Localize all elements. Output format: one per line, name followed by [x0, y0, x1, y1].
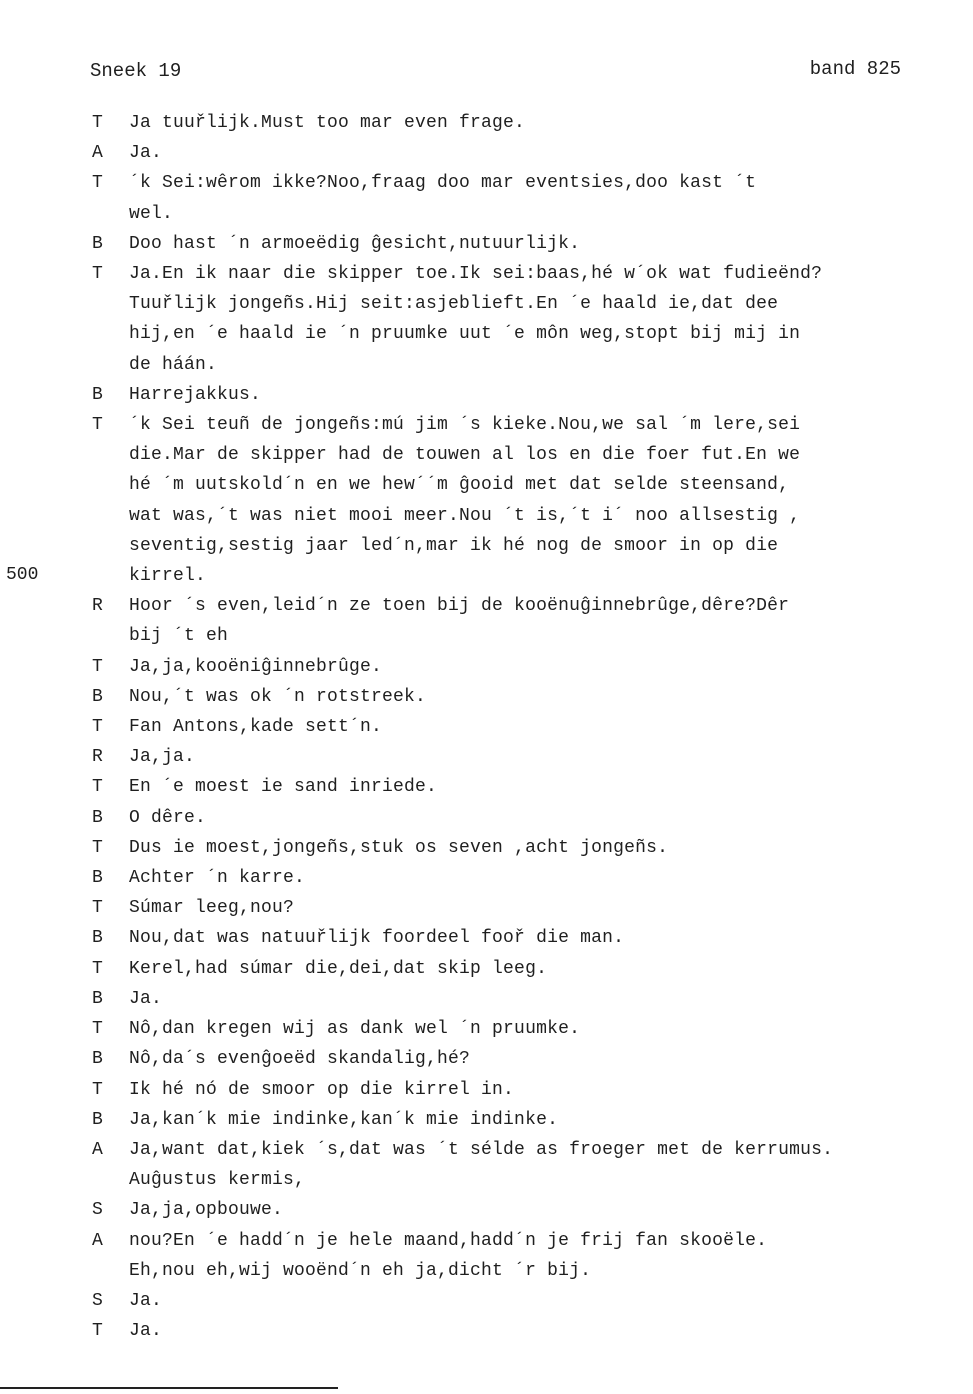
utterance-line: Tuuřlijk jongeñs.Hij seit:asjeblieft.En ´e haald ie,dat dee: [129, 294, 779, 315]
utterance: [129, 833, 932, 863]
utterance-line: de háán.: [129, 354, 218, 375]
transcript-turn: [92, 1014, 932, 1044]
utterance-line: Fan Antons,kade sett´n.: [129, 717, 383, 738]
speaker-label: T: [92, 717, 103, 738]
transcript-turn: [92, 138, 932, 168]
utterance-line: die.Mar de skipper had de touwen al los en die foer fut.En we: [129, 445, 801, 466]
speaker-label: T: [92, 1079, 103, 1100]
utterance-line: Ja,ja,opbouwe.: [129, 1200, 284, 1221]
speaker-label: B: [92, 686, 103, 707]
speaker-label: T: [92, 1321, 103, 1342]
transcript-turn: [92, 1286, 932, 1316]
speaker-label: A: [92, 1139, 103, 1160]
speaker-label: B: [92, 233, 103, 254]
utterance-line: Nou,´t was ok ´n rotstreek.: [129, 686, 427, 707]
utterance-line: nou?En ´e hadd´n je hele maand,hadd´n je frij fan skooële.: [129, 1230, 768, 1251]
utterance-line: Nô,dan kregen wij as dank wel ´n pruumke.: [129, 1019, 581, 1040]
utterance-line: Achter ´n karre.: [129, 868, 306, 889]
utterance: [129, 712, 932, 742]
utterance-line: Ja,kan´k mie indinke,kan´k mie indinke.: [129, 1109, 559, 1130]
transcript-turn: [92, 682, 932, 712]
transcript-turn: [92, 772, 932, 802]
speaker-label: T: [92, 1019, 103, 1040]
utterance-line: Dus ie moest,jongeñs,stuk os seven ,acht jongeñs.: [129, 837, 669, 858]
utterance: [129, 259, 932, 380]
utterance: [129, 923, 932, 953]
utterance: [129, 168, 932, 228]
transcript-turn: [92, 923, 932, 953]
header-location: Sneek 19: [90, 60, 182, 82]
transcript-turn: [92, 742, 932, 772]
transcript-turn: [92, 410, 932, 591]
utterance-line: ´k Sei:wêrom ikke?Noo,fraag doo mar eventsies,doo kast ´t: [129, 173, 757, 194]
utterance-line: Harrejakkus.: [129, 384, 262, 405]
speaker-label: B: [92, 384, 103, 405]
utterance-line: ´k Sei teuñ de jongeñs:mú jim ´s kieke.Nou,we sal ´m lere,sei: [129, 415, 801, 436]
transcript-turn: [92, 1195, 932, 1225]
transcript-turn: [92, 1105, 932, 1135]
utterance-line: Súmar leeg,nou?: [129, 898, 295, 919]
utterance: [129, 1014, 932, 1044]
utterance: [129, 1286, 932, 1316]
utterance-line: Nô,da´s evenĝoeëd skandalig,hé?: [129, 1049, 471, 1070]
transcript-turn: [92, 168, 932, 228]
speaker-label: B: [92, 928, 103, 949]
utterance-line: Doo hast ´n armoeëdig ĝesicht,nutuurlijk.: [129, 233, 581, 254]
utterance: [129, 138, 932, 168]
speaker-label: T: [92, 837, 103, 858]
speaker-label: B: [92, 1049, 103, 1070]
transcript-turn: [92, 803, 932, 833]
speaker-label: B: [92, 1109, 103, 1130]
transcript-turn: [92, 259, 932, 380]
speaker-label: A: [92, 1230, 103, 1251]
utterance: [129, 229, 932, 259]
utterance-line: Eh,nou eh,wij wooënd´n eh ja,dicht ´r bij.: [129, 1260, 592, 1281]
speaker-label: T: [92, 264, 103, 285]
speaker-label: A: [92, 143, 103, 164]
utterance: [129, 410, 932, 591]
speaker-label: B: [92, 868, 103, 889]
transcript-turn: [92, 1226, 932, 1286]
utterance: [129, 984, 932, 1014]
speaker-label: B: [92, 988, 103, 1009]
transcript-turn: [92, 380, 932, 410]
utterance-line: Hoor ´s even,leid´n ze toen bij de kooënuĝinnebrûge,dêre?Dêr: [129, 596, 790, 617]
utterance-line: Ja,ja,kooëniĝinnebrûge.: [129, 656, 383, 677]
transcript-turn: [92, 954, 932, 984]
speaker-label: T: [92, 113, 103, 133]
utterance: [129, 380, 932, 410]
speaker-label: T: [92, 898, 103, 919]
utterance-line: kirrel.: [129, 566, 207, 587]
utterance-line: Ik hé nó de smoor op die kirrel in.: [129, 1079, 515, 1100]
speaker-label: R: [92, 747, 103, 768]
speaker-label: T: [92, 415, 103, 436]
transcript: [92, 108, 932, 1346]
utterance: [129, 1075, 932, 1105]
transcript-turn: [92, 712, 932, 742]
utterance: [129, 108, 932, 138]
utterance-line: Auĝustus kermis,: [129, 1170, 306, 1191]
utterance: [129, 954, 932, 984]
utterance: [129, 742, 932, 772]
transcript-turn: [92, 591, 932, 651]
footer-rule: [0, 1387, 338, 1389]
utterance-line: O dêre.: [129, 807, 207, 828]
utterance-line: Nou,dat was natuuřlijk foordeel fooř die man.: [129, 928, 625, 949]
utterance: [129, 1195, 932, 1225]
utterance-line: Ja,ja.: [129, 747, 196, 768]
utterance-line: Ja.En ik naar die skipper toe.Ik sei:baas,hé w´ok wat fudieënd?: [129, 264, 823, 285]
utterance-line: Ja.: [129, 143, 163, 164]
utterance-line: wat was,´t was niet mooi meer.Nou ´t is,´t i´ noo allsestig ,: [129, 505, 801, 526]
utterance: [129, 1044, 932, 1074]
utterance: [129, 682, 932, 712]
transcript-turn: [92, 833, 932, 863]
utterance-line: wel.: [129, 203, 174, 224]
utterance-line: Kerel,had súmar die,dei,dat skip leeg.: [129, 958, 548, 979]
speaker-label: T: [92, 173, 103, 194]
utterance: [129, 1226, 932, 1286]
transcript-turn: [92, 893, 932, 923]
transcript-turn: [92, 652, 932, 682]
utterance-line: Ja.: [129, 988, 163, 1009]
utterance: [129, 652, 932, 682]
utterance-line: Ja,want dat,kiek ´s,dat was ´t sélde as froeger met de kerrumus.: [129, 1139, 834, 1160]
utterance-line: hij,en ´e haald ie ´n pruumke uut ´e môn weg,stopt bij mij in: [129, 324, 801, 345]
utterance-line: hé ´m uutskold´n en we hew´´m ĝooid met dat selde steensand,: [129, 475, 790, 496]
speaker-label: S: [92, 1290, 103, 1311]
speaker-label: R: [92, 596, 103, 617]
utterance: [129, 1135, 932, 1195]
utterance: [129, 803, 932, 833]
utterance: [129, 1105, 932, 1135]
utterance: [129, 893, 932, 923]
utterance-line: Ja.: [129, 1321, 163, 1342]
transcript-turn: [92, 984, 932, 1014]
utterance: [129, 772, 932, 802]
transcript-turn: [92, 1135, 932, 1195]
utterance-line: Ja tuuřlijk.Must too mar even frage.: [129, 113, 526, 133]
utterance: [129, 591, 932, 651]
utterance-line: bij ´t eh: [129, 626, 229, 647]
speaker-label: B: [92, 807, 103, 828]
speaker-label: T: [92, 958, 103, 979]
margin-line-number: 500: [6, 565, 39, 585]
utterance-line: Ja.: [129, 1290, 163, 1311]
speaker-label: S: [92, 1200, 103, 1221]
transcript-turn: [92, 1075, 932, 1105]
utterance: [129, 863, 932, 893]
transcript-turn: [92, 229, 932, 259]
transcript-turn: [92, 1316, 932, 1346]
utterance: [129, 1316, 932, 1346]
speaker-label: T: [92, 656, 103, 677]
utterance-line: En ´e moest ie sand inriede.: [129, 777, 438, 798]
transcript-turn: [92, 863, 932, 893]
transcript-turn: [92, 108, 932, 138]
utterance-line: seventig,sestig jaar led´n,mar ik hé nog de smoor in op die: [129, 535, 779, 556]
header-tape-number: band 825: [809, 58, 901, 80]
transcript-turn: [92, 1044, 932, 1074]
speaker-label: T: [92, 777, 103, 798]
